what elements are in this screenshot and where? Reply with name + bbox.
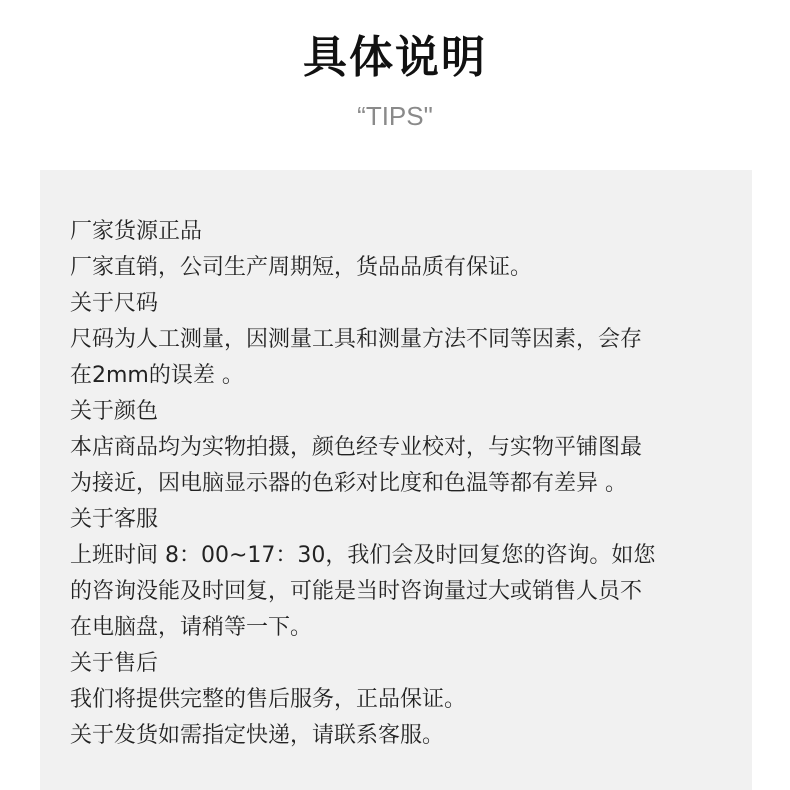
- text-line: 本店商品均为实物拍摄，颜色经专业校对，与实物平铺图最: [70, 435, 643, 460]
- text-line: 我们将提供完整的售后服务，正品保证。: [70, 687, 467, 712]
- section-heading-color: 关于颜色: [70, 399, 159, 424]
- page-subtitle: “TIPS": [357, 101, 433, 131]
- info-content: [70, 214, 710, 754]
- text-line: 上班时间 8：00~17：30，我们会及时回复您的咨询。如您: [70, 543, 656, 568]
- section-heading-genuine: 厂家货源正品: [70, 219, 203, 244]
- text-line: 在电脑盘，请稍等一下。: [70, 615, 313, 640]
- text-line: 关于发货如需指定快递，请联系客服。: [70, 723, 445, 748]
- text-line: 的咨询没能及时回复，可能是当时咨询量过大或销售人员不: [70, 579, 643, 604]
- page-header: [0, 0, 790, 170]
- text-line: 厂家直销，公司生产周期短，货品品质有保证。: [70, 255, 533, 280]
- text-line: 在2mm的误差 。: [70, 363, 244, 388]
- section-heading-service: 关于客服: [70, 507, 159, 532]
- text-line: 尺码为人工测量，因测量工具和测量方法不同等因素，会存: [70, 327, 643, 352]
- info-panel: [40, 170, 752, 790]
- text-line: 为接近，因电脑显示器的色彩对比度和色温等都有差异 。: [70, 471, 627, 496]
- section-heading-size: 关于尺码: [70, 291, 159, 316]
- page-title: 具体说明: [303, 32, 487, 83]
- section-heading-after-sales: 关于售后: [70, 651, 159, 676]
